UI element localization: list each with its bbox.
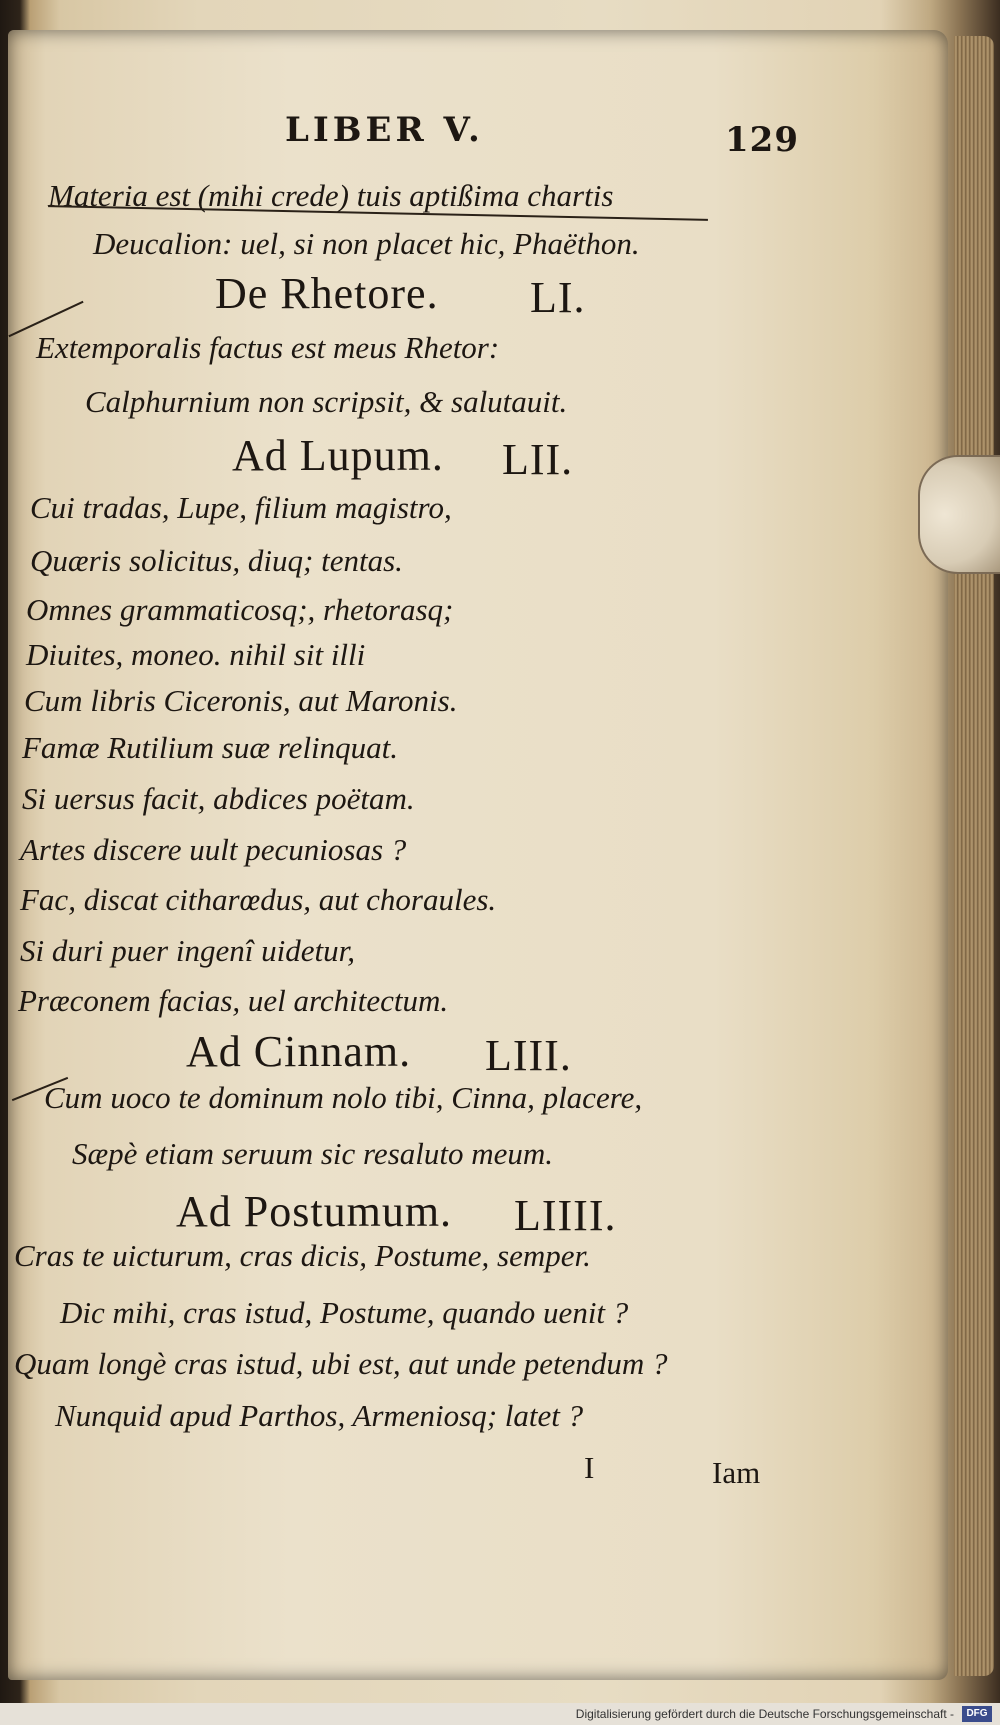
verse-line: Omnes grammaticosq;, rhetorasq; [26,592,454,627]
signature-mark: I [584,1450,595,1485]
verse-line: Cui tradas, Lupe, filium magistro, [30,490,452,525]
verse-line: Deucalion: uel, si non placet hic, Phaëthon. [93,226,640,261]
poem-title: De Rhetore. [215,269,439,318]
poem-title: Ad Postumum. [176,1187,453,1236]
verse-line: Si uersus facit, abdices poëtam. [22,781,415,816]
poem-number: LII. [502,435,574,484]
catchword: Iam [712,1455,761,1490]
poem-number: LI. [530,273,586,322]
poem-title: Ad Lupum. [232,431,444,480]
credit-text: Digitalisierung gefördert durch die Deutsche Forschungsgemeinschaft - [575,1707,954,1721]
verse-line: Famæ Rutilium suæ relinquat. [22,730,399,765]
verse-line: Si duri puer ingenî uidetur, [20,933,355,968]
verse-line: Cum libris Ciceronis, aut Maronis. [24,683,458,718]
verse-line: Artes discere uult pecuniosas ? [20,832,407,867]
verse-line: Sæpè etiam seruum sic resaluto meum. [72,1136,554,1171]
page-clip-tab [918,455,1000,574]
verse-line: Nunquid apud Parthos, Armeniosq; latet ? [55,1398,584,1433]
dfg-logo-icon: DFG [962,1706,992,1722]
page-number: 129 [725,120,799,160]
verse-line: Calphurnium non scripsit, & salutauit. [85,384,568,419]
verse-line: Fac, discat citharœdus, aut choraules. [20,882,497,917]
credit-bar [0,1703,1000,1725]
verse-line: Materia est (mihi crede) tuis aptißima chartis [48,178,614,213]
verse-line: Cras te uicturum, cras dicis, Postume, semper. [14,1238,591,1273]
poem-number: LIIII. [514,1191,617,1240]
verse-line: Dic mihi, cras istud, Postume, quando uenit ? [60,1295,629,1330]
verse-line: Cum uoco te dominum nolo tibi, Cinna, placere, [44,1080,643,1115]
running-title: LIBER V. [285,110,484,150]
poem-title: Ad Cinnam. [186,1027,412,1076]
book-page-edges [954,36,994,1676]
verse-line: Quam longè cras istud, ubi est, aut unde petendum ? [14,1346,668,1381]
verse-line: Extemporalis factus est meus Rhetor: [36,330,500,365]
verse-line: Diuites, moneo. nihil sit illi [26,637,366,672]
poem-number: LIII. [485,1031,572,1080]
verse-line: Quæris solicitus, diuq; tentas. [30,543,403,578]
verse-line: Præconem facias, uel architectum. [18,983,449,1018]
